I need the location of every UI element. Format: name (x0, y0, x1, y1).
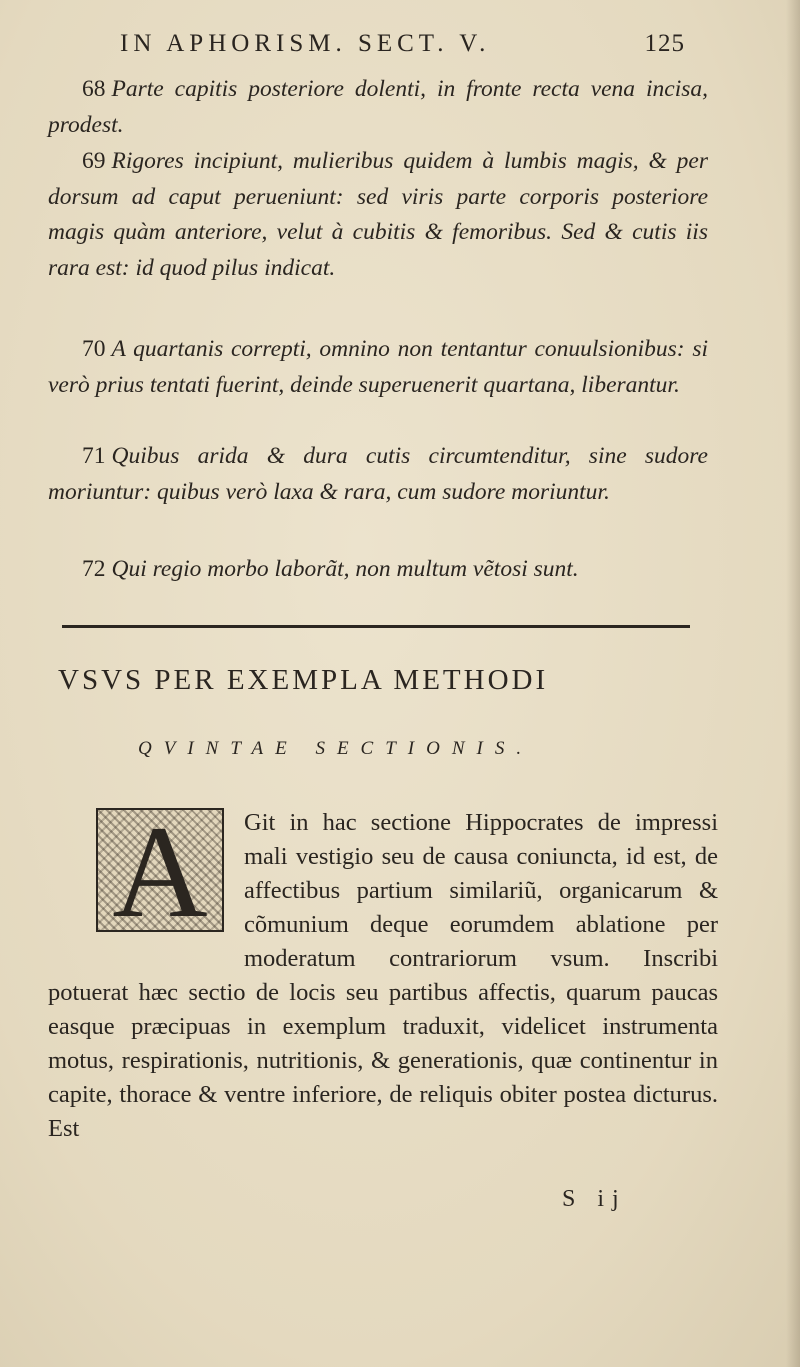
aphorism-number: 72 (82, 556, 106, 582)
page-edge-shadow (786, 0, 800, 1367)
section-subtitle: QVINTAE SECTIONIS. (138, 738, 534, 759)
aphorism-number: 70 (82, 336, 106, 362)
running-head-title: IN APHORISM. SECT. V. (120, 30, 491, 57)
section-divider (62, 625, 690, 628)
aphorism-text: Qui regio morbo laborãt, non multum vẽtosi sunt. (111, 556, 579, 582)
aphorism-70 (48, 332, 708, 403)
decorated-initial-icon (96, 808, 224, 932)
page-number: 125 (644, 30, 685, 57)
aphorism-72 (48, 552, 708, 588)
aphorism-text: Parte capitis posteriore dolenti, in fronte recta vena incisa, prodest. (48, 76, 708, 138)
body-text: Git in hac sectione Hippocrates de impressi mali vestigio seu de causa coniuncta, id est, de affectibus partium similariũ, organicarum & cõmunium deque eorumdem ablatione per moderatum contrariorum vsum. Inscribi potuerat hæc sectio de locis seu partibus affectis, quarum paucas easque præcipuas in exemplum traduxit, videlicet instrumenta motus, respirationis, nutritionis, & generationis, quæ continentur in capite, thorace & ventre inferiore, de reliquis obiter postea dicturus. Est (48, 809, 718, 1142)
aphorism-text: A quartanis correpti, omnino non tentantur conuulsionibus: si verò prius tentati fuerint, deinde superuenerit quartana, liberantur. (48, 336, 708, 398)
aphorism-number: 68 (82, 76, 106, 102)
aphorism-68 (48, 72, 708, 143)
aphorism-71 (48, 439, 708, 510)
aphorism-text: Rigores incipiunt, mulieribus quidem à lumbis magis, & per dorsum ad caput perueniunt: sed viris parte corporis posteriore magis quàm anteriore, velut à cubitis & femoribus. Sed & cutis iis rara est: id quod pilus indicat. (48, 148, 708, 281)
aphorism-number: 69 (82, 148, 106, 174)
aphorism-69 (48, 144, 708, 286)
initial-letter: A (112, 808, 208, 932)
aphorism-text: Quibus arida & dura cutis circumtenditur, sine sudore moriuntur: quibus verò laxa & rara, cum sudore moriuntur. (48, 443, 708, 505)
running-head (120, 30, 685, 64)
signature-mark: S ij (562, 1186, 627, 1212)
section-title: VSVS PER EXEMPLA METHODI (58, 664, 549, 696)
aphorism-number: 71 (82, 443, 106, 469)
